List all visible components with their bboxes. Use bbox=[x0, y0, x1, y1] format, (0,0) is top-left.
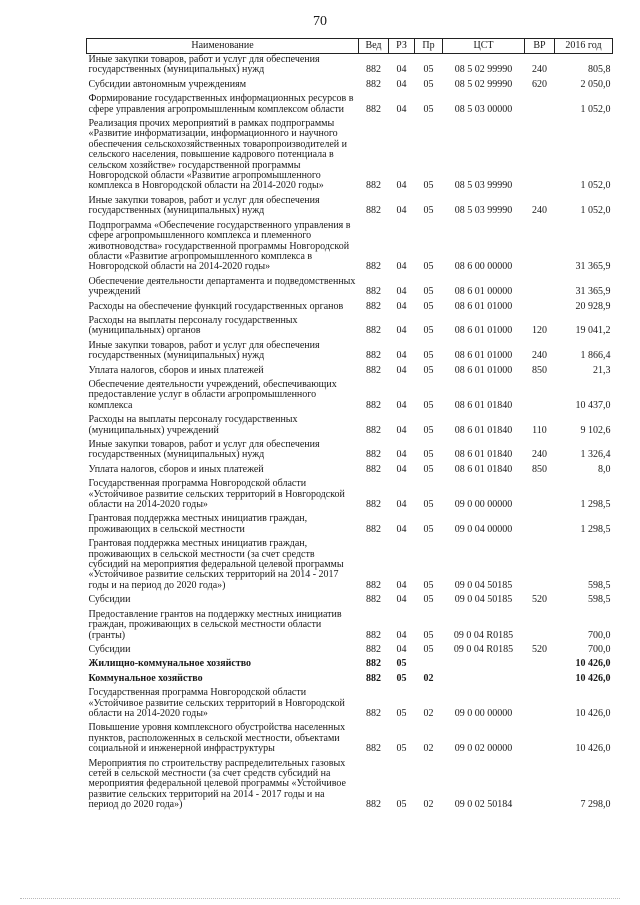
page-footer-line bbox=[20, 898, 620, 899]
row-ved: 882 bbox=[366, 399, 381, 411]
row-pr: 05 bbox=[423, 261, 434, 273]
table-row bbox=[87, 609, 613, 644]
table-row bbox=[87, 379, 613, 414]
row-amount: 700,0 bbox=[588, 643, 611, 655]
row-cst bbox=[443, 673, 525, 687]
header-pr: Пр bbox=[415, 39, 443, 54]
row-cst: 09 0 04 50185 bbox=[454, 594, 513, 606]
row-vr bbox=[525, 478, 555, 513]
row-pr: 05 bbox=[423, 594, 434, 606]
row-name: Государственная программа Новгородской области «Устойчивое развитие сельских территорий в Новгородской области на 2014-2020 годы» bbox=[88, 478, 345, 511]
row-amount: 31 365,9 bbox=[575, 261, 611, 273]
row-ved: 882 bbox=[366, 707, 381, 719]
row-cst: 08 6 00 00000 bbox=[454, 261, 513, 273]
row-rz: 04 bbox=[396, 286, 407, 298]
row-vr: 240 bbox=[532, 449, 547, 461]
row-vr: 110 bbox=[532, 424, 547, 436]
row-name: Обеспечение деятельности департамента и подведомственных учреждений bbox=[88, 275, 356, 298]
row-rz: 04 bbox=[396, 180, 407, 192]
row-rz: 04 bbox=[396, 350, 407, 362]
row-amount: 20 928,9 bbox=[575, 300, 611, 312]
row-ved: 882 bbox=[366, 643, 381, 655]
row-vr bbox=[525, 758, 555, 814]
row-pr: 05 bbox=[423, 286, 434, 298]
row-pr: 02 bbox=[423, 707, 434, 719]
row-name: Иные закупки товаров, работ и услуг для обеспечения государственных (муниципальных) нужд bbox=[88, 194, 320, 217]
table-header bbox=[87, 39, 613, 54]
row-rz: 04 bbox=[396, 424, 407, 436]
row-ved: 882 bbox=[366, 672, 381, 684]
row-rz: 04 bbox=[396, 364, 407, 376]
row-ved: 882 bbox=[366, 449, 381, 461]
row-name: Повышение уровня комплексного обустройства населенных пунктов, расположенных в сельской местности, объектами социальной и инженерной инфраструктуры bbox=[88, 722, 346, 755]
row-vr: 120 bbox=[532, 325, 547, 337]
row-ved: 882 bbox=[366, 658, 381, 670]
table-row bbox=[87, 478, 613, 513]
row-cst: 08 5 03 99990 bbox=[454, 180, 513, 192]
row-vr bbox=[525, 513, 555, 538]
row-ved: 882 bbox=[366, 594, 381, 606]
row-cst: 09 0 04 50185 bbox=[454, 579, 513, 591]
table-row bbox=[87, 658, 613, 672]
row-pr: 05 bbox=[423, 103, 434, 115]
row-rz: 04 bbox=[396, 205, 407, 217]
row-name: Формирование государственных информационных ресурсов в сфере управления агропромышленным комплексом области bbox=[88, 93, 354, 115]
row-ved: 882 bbox=[366, 523, 381, 535]
row-ved: 882 bbox=[366, 205, 381, 217]
row-amount: 1 052,0 bbox=[580, 103, 611, 115]
header-cst: ЦСТ bbox=[443, 39, 525, 54]
row-cst: 08 6 01 01840 bbox=[454, 399, 513, 411]
row-amount: 8,0 bbox=[598, 463, 611, 475]
table-row bbox=[87, 220, 613, 276]
row-pr: 02 bbox=[423, 799, 434, 811]
row-vr bbox=[525, 301, 555, 315]
row-pr: 05 bbox=[423, 325, 434, 337]
row-cst: 08 6 01 01840 bbox=[454, 463, 513, 475]
row-ved: 882 bbox=[366, 180, 381, 192]
row-rz: 04 bbox=[396, 499, 407, 511]
row-cst: 08 5 02 99990 bbox=[454, 64, 513, 76]
row-amount: 10 426,0 bbox=[575, 707, 611, 719]
row-pr: 05 bbox=[423, 64, 434, 76]
row-vr bbox=[525, 722, 555, 757]
row-rz: 05 bbox=[396, 799, 407, 811]
row-vr bbox=[525, 118, 555, 195]
row-amount: 598,5 bbox=[588, 594, 611, 606]
row-ved: 882 bbox=[366, 300, 381, 312]
row-name: Грантовая поддержка местных инициатив граждан, проживающих в сельской местности (за счет средств субсидий на мероприятия федеральной целевой программы «Устойчивое развитие сельских территорий на 2014 - 2017 годы и на период до 2020 года») bbox=[88, 538, 344, 591]
row-amount: 1 866,4 bbox=[580, 350, 611, 362]
row-name: Уплата налогов, сборов и иных платежей bbox=[88, 463, 264, 475]
table-row bbox=[87, 513, 613, 538]
row-ved: 882 bbox=[366, 350, 381, 362]
row-vr bbox=[525, 673, 555, 687]
row-rz: 04 bbox=[396, 325, 407, 337]
row-cst: 08 6 01 01840 bbox=[454, 424, 513, 436]
row-vr bbox=[525, 538, 555, 594]
row-vr: 240 bbox=[532, 64, 547, 76]
row-ved: 882 bbox=[366, 463, 381, 475]
row-rz: 04 bbox=[396, 399, 407, 411]
row-vr: 240 bbox=[532, 205, 547, 217]
table-row bbox=[87, 439, 613, 464]
row-name: Грантовая поддержка местных инициатив граждан, проживающих в сельской местности bbox=[88, 513, 308, 535]
row-amount: 19 041,2 bbox=[575, 325, 611, 337]
row-rz: 04 bbox=[396, 629, 407, 641]
row-name: Реализация прочих мероприятий в рамках подпрограммы «Развитие информатизации, информационного и научного обеспечения сельскохозяйственных товаропроизводителей и сельского населения, повышение кадрового потенциала в сельском хозяйстве» государственной программы Новгородской области «Развитие агропромышленного комплекса в Новгородской области на 2014-2020 годы» bbox=[88, 118, 348, 192]
row-cst: 09 0 04 R0185 bbox=[453, 629, 514, 641]
row-ved: 882 bbox=[366, 78, 381, 90]
row-pr: 05 bbox=[423, 629, 434, 641]
row-name: Расходы на выплаты персоналу государственных (муниципальных) учреждений bbox=[88, 414, 298, 436]
row-pr: 05 bbox=[423, 300, 434, 312]
table-row bbox=[87, 340, 613, 365]
row-ved: 882 bbox=[366, 261, 381, 273]
row-cst: 08 6 01 01000 bbox=[454, 350, 513, 362]
row-amount: 1 326,4 bbox=[580, 449, 611, 461]
row-name: Уплата налогов, сборов и иных платежей bbox=[88, 364, 264, 376]
header-year: 2016 год bbox=[555, 39, 613, 54]
row-cst: 09 0 00 00000 bbox=[454, 707, 513, 719]
row-cst: 09 0 02 50184 bbox=[454, 799, 513, 811]
table-row bbox=[87, 315, 613, 340]
row-ved: 882 bbox=[366, 424, 381, 436]
row-rz: 05 bbox=[396, 672, 407, 684]
table-row bbox=[87, 538, 613, 594]
table-row bbox=[87, 464, 613, 478]
row-amount: 1 052,0 bbox=[580, 180, 611, 192]
row-pr bbox=[415, 658, 443, 672]
row-rz: 04 bbox=[396, 523, 407, 535]
table-row bbox=[87, 118, 613, 195]
row-pr: 05 bbox=[423, 579, 434, 591]
row-rz: 04 bbox=[396, 579, 407, 591]
row-vr: 850 bbox=[532, 463, 547, 475]
row-ved: 882 bbox=[366, 103, 381, 115]
row-cst: 08 6 01 01000 bbox=[454, 364, 513, 376]
row-cst bbox=[443, 658, 525, 672]
row-cst: 08 5 03 00000 bbox=[454, 103, 513, 115]
row-rz: 05 bbox=[396, 658, 407, 670]
table-row bbox=[87, 301, 613, 315]
row-name: Иные закупки товаров, работ и услуг для обеспечения государственных (муниципальных) нужд bbox=[88, 439, 320, 461]
row-amount: 10 426,0 bbox=[575, 672, 611, 684]
row-ved: 882 bbox=[366, 499, 381, 511]
row-pr: 05 bbox=[423, 364, 434, 376]
page-number: 70 bbox=[313, 14, 327, 29]
row-pr: 05 bbox=[423, 449, 434, 461]
table-row bbox=[87, 79, 613, 93]
row-amount: 598,5 bbox=[588, 579, 611, 591]
row-vr bbox=[525, 609, 555, 644]
table-row bbox=[87, 365, 613, 379]
row-vr bbox=[525, 276, 555, 301]
table-row bbox=[87, 414, 613, 439]
row-vr: 850 bbox=[532, 364, 547, 376]
header-row bbox=[87, 39, 613, 54]
table-row bbox=[87, 673, 613, 687]
row-pr: 05 bbox=[423, 350, 434, 362]
row-pr: 05 bbox=[423, 424, 434, 436]
row-amount: 10 437,0 bbox=[575, 399, 611, 411]
table-body bbox=[87, 54, 613, 814]
table-row bbox=[87, 644, 613, 658]
row-vr bbox=[525, 379, 555, 414]
row-pr: 05 bbox=[423, 463, 434, 475]
row-name: Предоставление грантов на поддержку местных инициатив граждан, проживающих в сельской местности области (гранты) bbox=[88, 608, 342, 641]
row-cst: 08 6 01 01000 bbox=[454, 300, 513, 312]
row-amount: 21,3 bbox=[593, 364, 611, 376]
row-amount: 2 050,0 bbox=[580, 78, 611, 90]
row-ved: 882 bbox=[366, 743, 381, 755]
row-amount: 1 298,5 bbox=[580, 523, 611, 535]
row-name: Расходы на выплаты персоналу государственных (муниципальных) органов bbox=[88, 314, 298, 337]
table-row bbox=[87, 54, 613, 79]
row-amount: 9 102,6 bbox=[580, 424, 611, 436]
row-rz: 04 bbox=[396, 463, 407, 475]
row-rz: 05 bbox=[396, 743, 407, 755]
row-amount: 700,0 bbox=[588, 629, 611, 641]
row-pr: 05 bbox=[423, 78, 434, 90]
row-rz: 04 bbox=[396, 261, 407, 273]
header-name: Наименование bbox=[87, 39, 359, 54]
table-row bbox=[87, 195, 613, 220]
row-pr: 02 bbox=[423, 743, 434, 755]
row-name: Иные закупки товаров, работ и услуг для обеспечения государственных (муниципальных) нужд bbox=[88, 339, 320, 362]
row-cst: 09 0 04 00000 bbox=[454, 523, 513, 535]
row-amount: 805,8 bbox=[588, 64, 611, 76]
row-pr: 05 bbox=[423, 499, 434, 511]
row-amount: 7 298,0 bbox=[580, 799, 611, 811]
row-cst: 09 0 02 00000 bbox=[454, 743, 513, 755]
row-vr bbox=[525, 220, 555, 276]
row-rz: 04 bbox=[396, 594, 407, 606]
row-vr bbox=[525, 658, 555, 672]
row-name: Расходы на обеспечение функций государственных органов bbox=[88, 300, 344, 312]
row-ved: 882 bbox=[366, 286, 381, 298]
row-vr: 520 bbox=[532, 643, 547, 655]
row-name: Субсидии автономным учреждениям bbox=[88, 78, 247, 90]
row-rz: 04 bbox=[396, 103, 407, 115]
row-ved: 882 bbox=[366, 579, 381, 591]
row-cst: 09 0 00 00000 bbox=[454, 499, 513, 511]
row-ved: 882 bbox=[366, 364, 381, 376]
row-rz: 05 bbox=[396, 707, 407, 719]
header-rz: РЗ bbox=[389, 39, 415, 54]
row-ved: 882 bbox=[366, 64, 381, 76]
row-vr: 240 bbox=[532, 350, 547, 362]
row-amount: 1 052,0 bbox=[580, 205, 611, 217]
header-ved: Вед bbox=[359, 39, 389, 54]
row-rz: 04 bbox=[396, 643, 407, 655]
row-name: Мероприятия по строительству распределительных газовых сетей в сельской местности (за счет средств субсидий на мероприятия федеральной целевой программы «Устойчивое развитие сельских территорий на 2014 - 2017 годы и на период до 2020 года») bbox=[88, 757, 346, 811]
row-amount: 10 426,0 bbox=[575, 658, 611, 670]
row-cst: 08 5 03 99990 bbox=[454, 205, 513, 217]
row-rz: 04 bbox=[396, 64, 407, 76]
row-rz: 04 bbox=[396, 78, 407, 90]
budget-table bbox=[86, 38, 613, 814]
row-rz: 04 bbox=[396, 300, 407, 312]
row-amount: 31 365,9 bbox=[575, 286, 611, 298]
row-name: Иные закупки товаров, работ и услуг для обеспечения государственных (муниципальных) нужд bbox=[88, 54, 320, 76]
row-name: Жилищно-коммунальное хозяйство bbox=[88, 658, 252, 670]
row-name: Субсидии bbox=[88, 643, 131, 655]
table-row bbox=[87, 758, 613, 814]
table-row bbox=[87, 594, 613, 608]
row-cst: 08 6 01 00000 bbox=[454, 286, 513, 298]
row-pr: 02 bbox=[423, 672, 434, 684]
row-name: Обеспечение деятельности учреждений, обеспечивающих предоставление услуг в области агропромышленного комплекса bbox=[88, 378, 337, 411]
row-pr: 05 bbox=[423, 523, 434, 535]
table-row bbox=[87, 276, 613, 301]
row-name: Коммунальное хозяйство bbox=[88, 672, 203, 684]
row-ved: 882 bbox=[366, 799, 381, 811]
row-vr bbox=[525, 687, 555, 722]
row-cst: 08 5 02 99990 bbox=[454, 78, 513, 90]
table-row bbox=[87, 722, 613, 757]
row-vr bbox=[525, 93, 555, 118]
row-pr: 05 bbox=[423, 205, 434, 217]
row-vr: 620 bbox=[532, 78, 547, 90]
row-amount: 10 426,0 bbox=[575, 743, 611, 755]
row-cst: 08 6 01 01000 bbox=[454, 325, 513, 337]
table-row bbox=[87, 687, 613, 722]
row-ved: 882 bbox=[366, 629, 381, 641]
row-ved: 882 bbox=[366, 325, 381, 337]
row-pr: 05 bbox=[423, 399, 434, 411]
table-row bbox=[87, 93, 613, 118]
row-cst: 09 0 04 R0185 bbox=[453, 643, 514, 655]
row-pr: 05 bbox=[423, 643, 434, 655]
row-name: Субсидии bbox=[88, 594, 131, 606]
row-name: Государственная программа Новгородской области «Устойчивое развитие сельских территорий в Новгородской области на 2014-2020 годы» bbox=[88, 687, 345, 719]
row-name: Подпрограмма «Обеспечение государственного управления в сфере агропромышленного комплекса и племенного животноводства» государственной программы Новгородской области «Развитие агропромышленного комплекса в Новгородской области на 2014-2020 годы» bbox=[88, 219, 351, 273]
row-vr: 520 bbox=[532, 594, 547, 606]
header-vr: ВР bbox=[525, 39, 555, 54]
row-amount: 1 298,5 bbox=[580, 499, 611, 511]
row-cst: 08 6 01 01840 bbox=[454, 449, 513, 461]
row-pr: 05 bbox=[423, 180, 434, 192]
row-rz: 04 bbox=[396, 449, 407, 461]
